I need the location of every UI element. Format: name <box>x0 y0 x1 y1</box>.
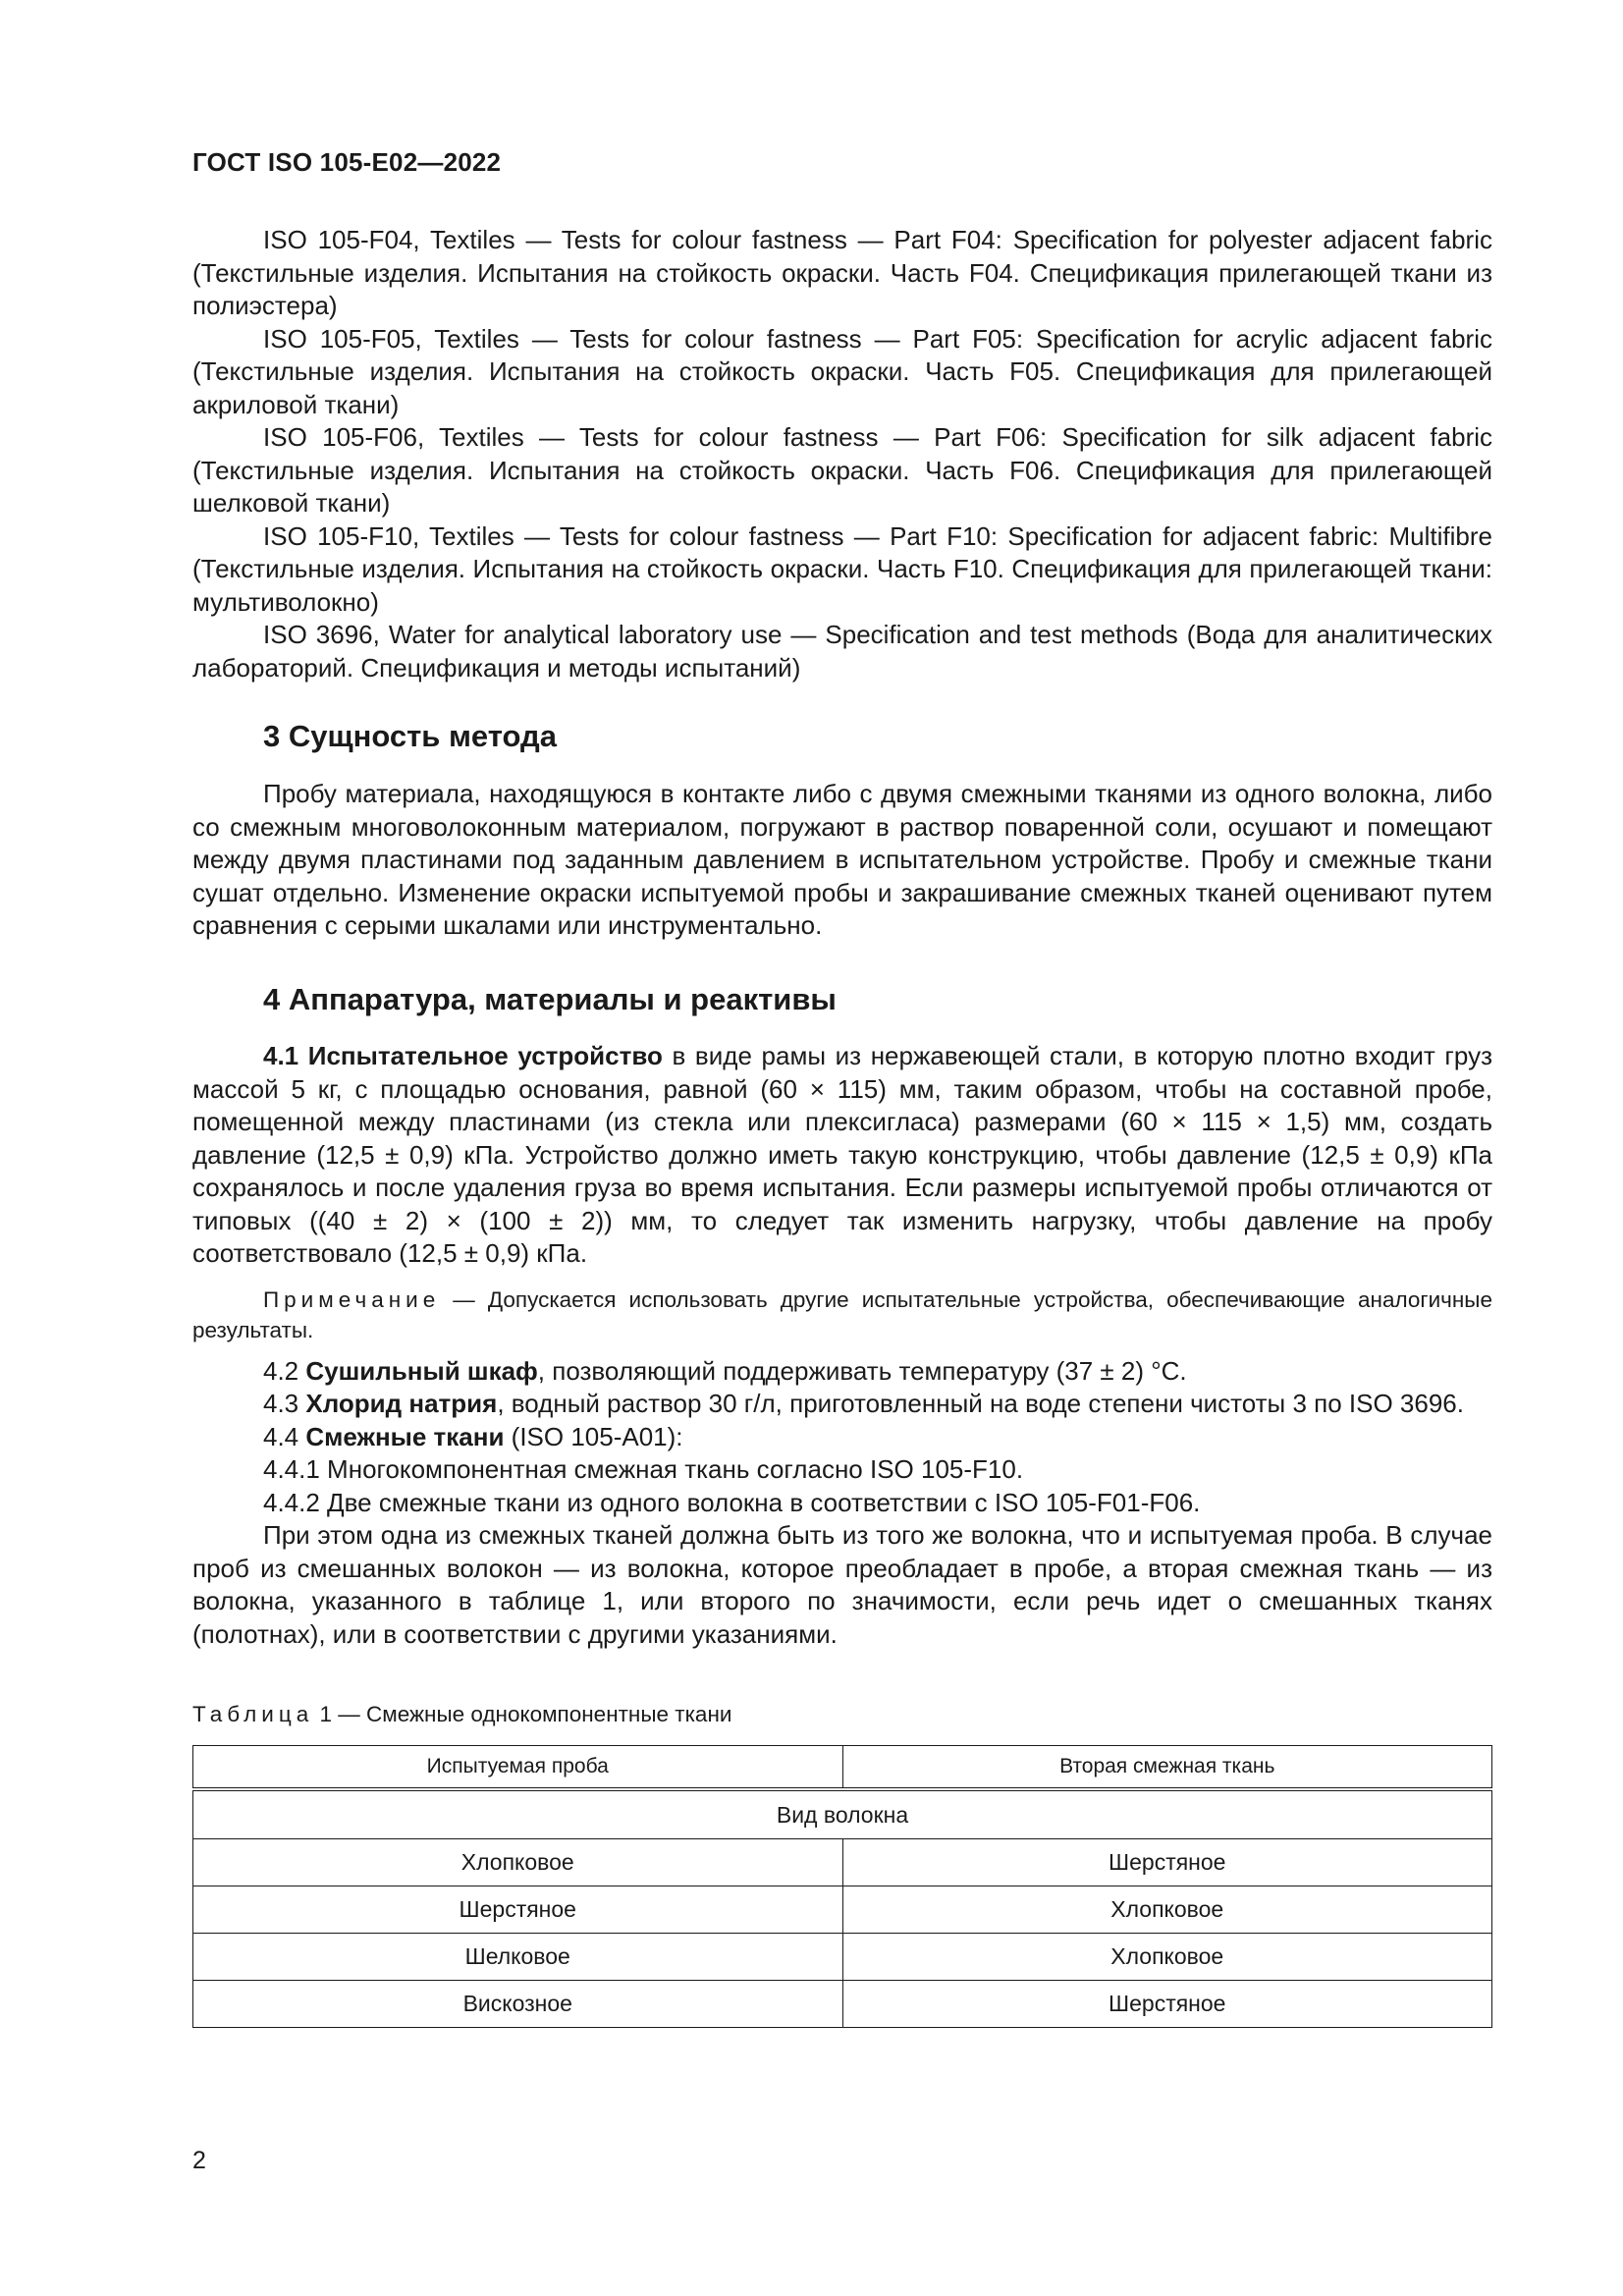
paragraph-4-4-1: 4.4.1 Многокомпонентная смежная ткань согласно ISO 105-F10. <box>263 1454 1024 1484</box>
document-code-header: ГОСТ ISO 105-E02—2022 <box>192 147 502 177</box>
table-cell: Вискозное <box>193 1981 843 2028</box>
table-header-row <box>193 1746 1492 1790</box>
normative-references-list <box>192 224 1492 684</box>
table-cell: Шелковое <box>193 1934 843 1981</box>
paragraph-4-1 <box>192 1040 1492 1271</box>
table-cell: Шерстяное <box>842 1981 1492 2028</box>
reference-item: ISO 105-F10, Textiles — Tests for colour fastness — Part F10: Specification for adjacent fabric: Multifibre (Текстильные изделия. Испытания на стойкость окраски. Часть F10. Спецификация для прилегающей ткани: мультиволокно) <box>192 520 1492 617</box>
column-header: Вторая смежная ткань <box>842 1746 1492 1790</box>
reference-item: ISO 105-F06, Textiles — Tests for colour fastness — Part F06: Specification for silk adjacent fabric (Текстильные изделия. Испытания на стойкость окраски. Часть F06. Спецификация для прилегающей шелковой ткани) <box>192 422 1492 518</box>
section-3-heading: 3 Сущность метода <box>263 719 557 753</box>
page-number: 2 <box>192 2147 206 2174</box>
paragraph-4-4-2: 4.4.2 Две смежные ткани из одного волокна в соответствии с ISO 105-F01-F06. <box>263 1487 1201 1517</box>
clause-number: 4.1 <box>263 1041 299 1070</box>
table-subheader-row <box>193 1789 1492 1839</box>
note-label: Примечание <box>263 1286 441 1312</box>
table-cell: Хлопковое <box>842 1886 1492 1934</box>
note-text: — Допускается использовать другие испытательные устройства, обеспечивающие аналогичные результаты. <box>192 1286 1492 1342</box>
reference-item: ISO 105-F04, Textiles — Tests for colour fastness — Part F04: Specification for polyester adjacent fabric (Текстильные изделия. Испытания на стойкость окраски. Часть F04. Спецификация прилегающей ткани из полиэстера) <box>192 225 1492 320</box>
section-4-body <box>192 1040 1492 1651</box>
adjacent-fabrics-table <box>192 1745 1492 2028</box>
table-row <box>193 1886 1492 1934</box>
table-row <box>193 1981 1492 2028</box>
note-paragraph <box>192 1285 1492 1345</box>
section-3-paragraph: Пробу материала, находящуюся в контакте либо с двумя смежными тканями из одного волокна, либо со смежным многоволоконным материалом, погружают в раствор поваренной соли, осушают и помещают между двумя пластинами под заданным давлением в испытательном устройстве. Пробу и смежные ткани сушат отдельно. Изменение окраски испытуемой пробы и закрашивание смежных тканей оценивают путем сравнения с серыми шкалами или инструментально. <box>192 779 1492 940</box>
clause-term: Испытательное устройство <box>307 1041 663 1070</box>
reference-item: ISO 3696, Water for analytical laboratory use — Specification and test methods (Вода для аналитических лабораторий. Спецификация и методы испытаний) <box>192 620 1492 683</box>
table-row <box>193 1839 1492 1886</box>
table-cell: Шерстяное <box>193 1886 843 1934</box>
clause-term: Хлорид натрия <box>305 1389 498 1418</box>
paragraph-continuation: При этом одна из смежных тканей должна быть из того же волокна, что и испытуемая проба. В случае проб из смешанных волокон — из волокна, которое преобладает в пробе, а вторая смежная ткань — из волокна, указанного в таблице 1, или второго по значимости, если речь идет о смешанных тканях (полотнах), или в соответствии с другими указаниями. <box>192 1520 1492 1649</box>
section-4-heading: 4 Аппаратура, материалы и реактивы <box>263 982 837 1016</box>
paragraph-4-2: 4.2 Сушильный шкаф, позволяющий поддерживать температуру (37 ± 2) °С. <box>263 1355 1187 1386</box>
clause-term: Смежные ткани <box>305 1421 505 1451</box>
table-caption: Таблица 1 — Смежные однокомпонентные ткани <box>192 1702 732 1726</box>
paragraph-4-3: 4.3 Хлорид натрия, водный раствор 30 г/л, приготовленный на воде степени чистоты 3 по ISO 3696. <box>263 1389 1464 1418</box>
paragraph-4-4: 4.4 Смежные ткани (ISO 105-A01): <box>263 1421 683 1451</box>
table-row <box>193 1934 1492 1981</box>
table-cell: Хлопковое <box>842 1934 1492 1981</box>
reference-item: ISO 105-F05, Textiles — Tests for colour fastness — Part F05: Specification for acrylic adjacent fabric (Текстильные изделия. Испытания на стойкость окраски. Часть F05. Спецификация для прилегающей акриловой ткани) <box>192 323 1492 419</box>
fibre-type-subheader: Вид волокна <box>193 1789 1492 1839</box>
clause-text: в виде рамы из нержавеющей стали, в которую плотно входит груз массой 5 кг, с площадью основания, равной (60 × 115) мм, таким образом, чтобы на составной пробе, помещенной между пластинами (из стекла или плексигласа) размерами (60 × 115 × 1,5) мм, создать давление (12,5 ± 0,9) кПа. Устройство должно иметь такую конструкцию, чтобы давление (12,5 ± 0,9) кПа сохранялось и после удаления груза во время испытания. Если размеры испытуемой пробы отличаются от типовых ((40 ± 2) × (100 ± 2)) мм, то следует так изменить нагрузку, чтобы давление на пробу соответствовало (12,5 ± 0,9) кПа. <box>192 1041 1492 1268</box>
table-cell: Хлопковое <box>193 1839 843 1886</box>
column-header: Испытуемая проба <box>193 1746 843 1790</box>
table-cell: Шерстяное <box>842 1839 1492 1886</box>
section-3-body <box>192 778 1492 943</box>
clause-term: Сушильный шкаф <box>305 1355 538 1386</box>
